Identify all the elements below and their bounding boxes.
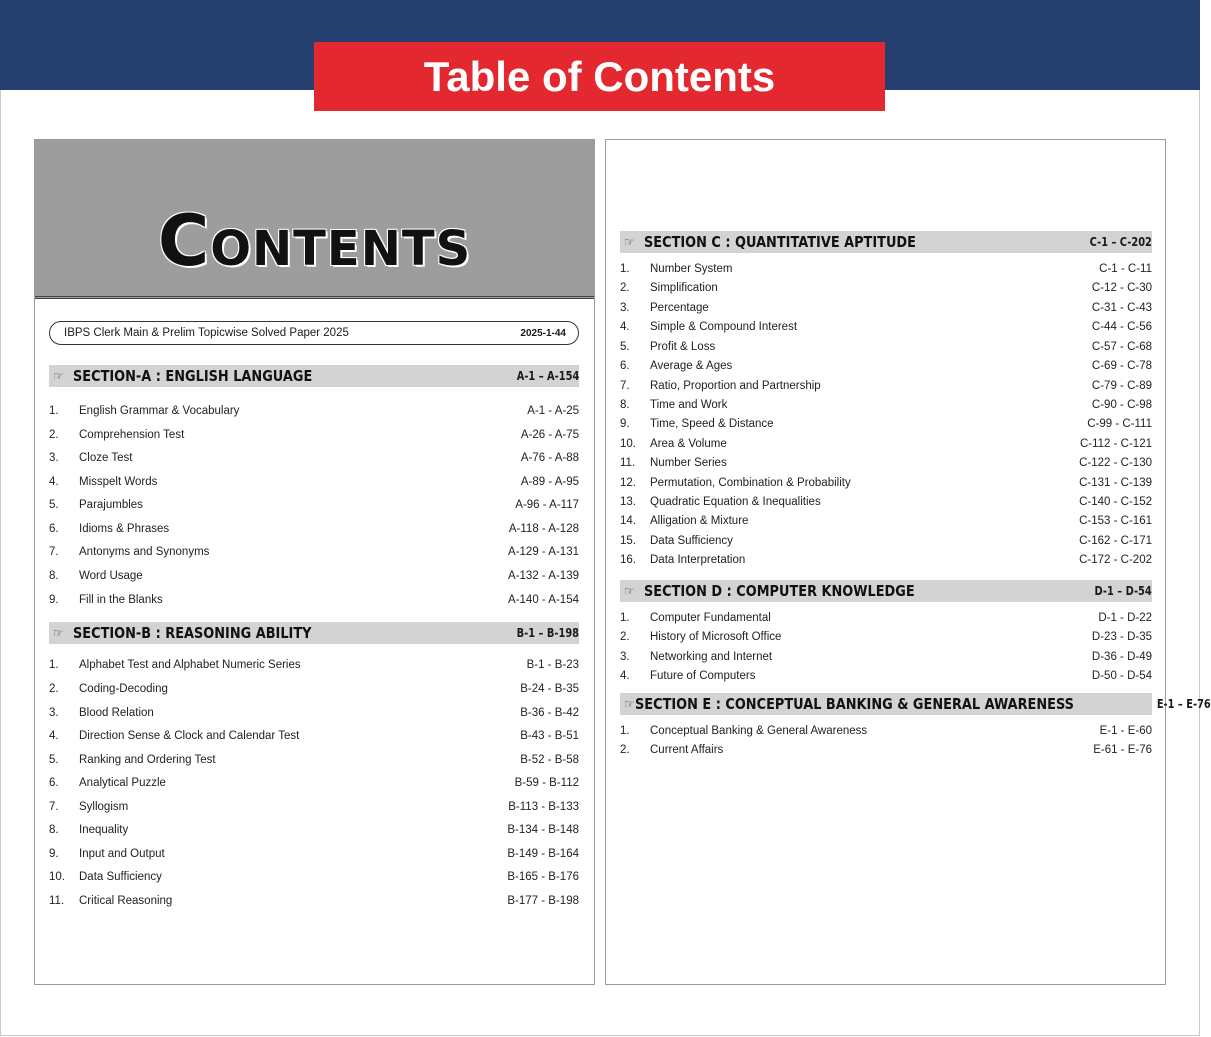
item-label: Data Sufficiency [650, 535, 733, 547]
item-number: 6. [49, 777, 59, 789]
item-label: Current Affairs [650, 744, 724, 756]
page-title: Table of Contents [314, 42, 885, 111]
item-pages: B-52 - B-58 [520, 754, 579, 766]
item-pages: B-149 - B-164 [507, 848, 579, 860]
item-pages: D-36 - D-49 [1091, 651, 1152, 663]
item-label: Ranking and Ordering Test [79, 754, 216, 766]
item-number: 6. [49, 523, 59, 535]
item-number: 5. [49, 754, 59, 766]
item-number: 11. [49, 895, 65, 907]
section-title: SECTION-A : ENGLISH LANGUAGE [73, 367, 313, 385]
item-label: Alphabet Test and Alphabet Numeric Series [79, 659, 301, 671]
item-pages: B-59 - B-112 [514, 777, 579, 789]
item-label: Number Series [650, 457, 727, 469]
toc-item[interactable] [49, 448, 579, 468]
item-label: Cloze Test [79, 452, 133, 464]
item-number: 8. [620, 399, 630, 411]
toc-item[interactable] [49, 495, 579, 515]
item-pages: D-1 - D-22 [1098, 612, 1152, 624]
toc-item[interactable] [49, 655, 579, 675]
item-number: 1. [620, 263, 630, 275]
item-label: Time and Work [650, 399, 728, 411]
pointing-hand-icon: ☞ [624, 697, 635, 711]
section-title: SECTION-B : REASONING ABILITY [73, 624, 312, 642]
item-number: 1. [49, 659, 59, 671]
item-label: Fill in the Blanks [79, 594, 163, 606]
item-label: Idioms & Phrases [79, 523, 170, 535]
toc-item[interactable] [620, 376, 1152, 396]
section-header [620, 231, 1152, 253]
item-number: 3. [49, 707, 59, 719]
section-header [620, 580, 1152, 602]
item-pages: A-118 - A-128 [508, 523, 579, 535]
item-pages: C-140 - C-152 [1079, 496, 1152, 508]
item-number: 3. [49, 452, 59, 464]
item-label: Percentage [650, 302, 709, 314]
item-label: Permutation, Combination & Probability [650, 477, 851, 489]
item-label: Alligation & Mixture [650, 515, 749, 527]
item-pages: C-112 - C-121 [1079, 438, 1152, 450]
item-number: 2. [49, 429, 59, 441]
item-number: 7. [49, 801, 59, 813]
item-pages: C-79 - C-89 [1091, 380, 1152, 392]
toc-item[interactable] [49, 401, 579, 421]
section-header [49, 365, 579, 387]
item-label: Blood Relation [79, 707, 154, 719]
item-number: 8. [49, 570, 59, 582]
toc-item[interactable] [620, 666, 1152, 686]
item-pages: B-177 - B-198 [507, 895, 579, 907]
item-label: Ratio, Proportion and Partnership [650, 380, 821, 392]
toc-item[interactable] [620, 647, 1152, 667]
left-page [34, 139, 595, 985]
toc-item[interactable] [49, 773, 579, 793]
section-range: A-1 – A-154 [516, 369, 579, 383]
toc-item[interactable] [620, 453, 1152, 473]
toc-item[interactable] [620, 337, 1152, 357]
item-label: Misspelt Words [79, 476, 158, 488]
toc-item[interactable] [620, 278, 1152, 298]
item-label: Computer Fundamental [650, 612, 771, 624]
item-number: 9. [49, 848, 59, 860]
item-number: 10. [49, 871, 65, 883]
item-pages: A-89 - A-95 [520, 476, 579, 488]
item-label: Direction Sense & Clock and Calendar Test [79, 730, 300, 742]
item-pages: A-129 - A-131 [508, 546, 579, 558]
item-pages: A-140 - A-154 [508, 594, 579, 606]
section-header [620, 693, 1211, 715]
item-pages: C-122 - C-130 [1079, 457, 1152, 469]
item-number: 3. [620, 651, 630, 663]
section-title: SECTION E : CONCEPTUAL BANKING & GENERAL AWARENESS [634, 695, 1074, 713]
toc-item[interactable] [49, 891, 579, 911]
toc-item[interactable] [620, 414, 1152, 434]
item-pages: C-172 - C-202 [1079, 554, 1152, 566]
toc-item[interactable] [620, 627, 1152, 647]
item-label: Comprehension Test [79, 429, 185, 441]
item-number: 4. [620, 670, 630, 682]
pointing-hand-icon: ☞ [53, 369, 64, 383]
section-range: D-1 – D-54 [1094, 584, 1152, 598]
item-pages: B-134 - B-148 [507, 824, 579, 836]
item-number: 2. [620, 282, 630, 294]
item-pages: C-131 - C-139 [1079, 477, 1152, 489]
intro-pages: 2025-1-44 [520, 327, 566, 339]
toc-item[interactable] [49, 703, 579, 723]
item-label: Simplification [650, 282, 718, 294]
item-number: 8. [49, 824, 59, 836]
section-title: SECTION C : QUANTITATIVE APTITUDE [644, 233, 916, 251]
item-number: 4. [49, 730, 59, 742]
toc-item[interactable] [620, 492, 1152, 512]
toc-item[interactable] [49, 566, 579, 586]
contents-heading [35, 200, 594, 282]
item-pages: C-99 - C-111 [1087, 418, 1152, 430]
right-page [605, 139, 1211, 985]
item-number: 9. [49, 594, 59, 606]
section-header [49, 622, 579, 644]
item-number: 6. [620, 360, 630, 372]
toc-item[interactable] [49, 519, 579, 539]
item-pages: E-1 - E-60 [1099, 725, 1152, 737]
toc-item[interactable] [49, 679, 579, 699]
item-pages: A-132 - A-139 [508, 570, 579, 582]
item-pages: D-23 - D-35 [1091, 631, 1152, 643]
section-range: E-1 – E-76 [1157, 697, 1211, 711]
toc-item[interactable] [620, 395, 1152, 415]
item-number: 9. [620, 418, 630, 430]
toc-item[interactable] [620, 550, 1152, 570]
toc-item[interactable] [620, 740, 1152, 760]
item-pages: B-36 - B-42 [520, 707, 579, 719]
toc-item[interactable] [49, 867, 579, 887]
item-label: Word Usage [79, 570, 143, 582]
item-number: 11. [620, 457, 636, 469]
toc-item[interactable] [620, 259, 1152, 279]
intro-entry[interactable] [49, 321, 579, 345]
toc-item[interactable] [49, 797, 579, 817]
item-pages: D-50 - D-54 [1091, 670, 1152, 682]
item-number: 5. [620, 341, 630, 353]
pointing-hand-icon: ☞ [624, 235, 635, 249]
item-pages: C-12 - C-30 [1091, 282, 1152, 294]
pointing-hand-icon: ☞ [624, 584, 635, 598]
item-label: Profit & Loss [650, 341, 716, 353]
toc-item[interactable] [620, 511, 1152, 531]
item-pages: C-1 - C-11 [1099, 263, 1152, 275]
item-pages: A-96 - A-117 [515, 499, 579, 511]
toc-item[interactable] [49, 820, 579, 840]
item-number: 7. [49, 546, 59, 558]
item-pages: C-162 - C-171 [1079, 535, 1152, 547]
item-number: 13. [620, 496, 636, 508]
item-pages: C-90 - C-98 [1091, 399, 1152, 411]
toc-item[interactable] [49, 750, 579, 770]
item-number: 1. [620, 612, 630, 624]
item-number: 2. [49, 683, 59, 695]
toc-item[interactable] [620, 721, 1152, 741]
item-number: 2. [620, 744, 630, 756]
item-pages: A-1 - A-25 [527, 405, 579, 417]
item-label: Area & Volume [650, 438, 727, 450]
section-title: SECTION D : COMPUTER KNOWLEDGE [644, 582, 915, 600]
item-number: 2. [620, 631, 630, 643]
item-number: 1. [620, 725, 630, 737]
item-number: 15. [620, 535, 636, 547]
item-pages: A-76 - A-88 [520, 452, 579, 464]
item-label: Data Sufficiency [79, 871, 162, 883]
item-number: 3. [620, 302, 630, 314]
item-label: Simple & Compound Interest [650, 321, 798, 333]
item-pages: C-153 - C-161 [1079, 515, 1152, 527]
item-pages: B-24 - B-35 [520, 683, 579, 695]
item-number: 12. [620, 477, 636, 489]
item-label: Future of Computers [650, 670, 756, 682]
toc-item[interactable] [49, 590, 579, 610]
contents-heading-initial: C [157, 200, 211, 282]
item-pages: B-43 - B-51 [520, 730, 579, 742]
section-range: B-1 – B-198 [516, 626, 579, 640]
item-label: Average & Ages [650, 360, 733, 372]
item-pages: C-57 - C-68 [1091, 341, 1152, 353]
section-range: C-1 – C-202 [1089, 235, 1152, 249]
item-label: Antonyms and Synonyms [79, 546, 210, 558]
item-label: History of Microsoft Office [650, 631, 782, 643]
item-pages: B-113 - B-133 [508, 801, 579, 813]
toc-item[interactable] [620, 356, 1152, 376]
item-label: Parajumbles [79, 499, 143, 511]
toc-item[interactable] [49, 472, 579, 492]
toc-item[interactable] [49, 425, 579, 445]
toc-item[interactable] [620, 317, 1152, 337]
item-label: Networking and Internet [650, 651, 773, 663]
toc-item[interactable] [620, 473, 1152, 493]
item-pages: E-61 - E-76 [1093, 744, 1152, 756]
item-number: 5. [49, 499, 59, 511]
toc-item[interactable] [620, 608, 1152, 628]
item-number: 1. [49, 405, 59, 417]
item-number: 7. [620, 380, 630, 392]
item-label: Quadratic Equation & Inequalities [650, 496, 821, 508]
item-number: 10. [620, 438, 636, 450]
item-label: Input and Output [79, 848, 165, 860]
item-label: Inequality [79, 824, 129, 836]
toc-item[interactable] [620, 298, 1152, 318]
toc-item[interactable] [49, 726, 579, 746]
item-label: Analytical Puzzle [79, 777, 166, 789]
item-label: Time, Speed & Distance [650, 418, 774, 430]
item-pages: C-44 - C-56 [1091, 321, 1152, 333]
toc-item[interactable] [620, 434, 1152, 454]
item-label: Critical Reasoning [79, 895, 173, 907]
item-pages: B-1 - B-23 [526, 659, 579, 671]
item-label: Data Interpretation [650, 554, 746, 566]
item-number: 16. [620, 554, 636, 566]
contents-heading-rest: ONTENTS [210, 221, 472, 277]
item-label: Conceptual Banking & General Awareness [650, 725, 868, 737]
item-pages: A-26 - A-75 [520, 429, 579, 441]
toc-item[interactable] [49, 542, 579, 562]
contents-header [35, 140, 594, 299]
item-label: Syllogism [79, 801, 129, 813]
pointing-hand-icon: ☞ [53, 626, 64, 640]
item-label: English Grammar & Vocabulary [79, 405, 240, 417]
item-number: 4. [49, 476, 59, 488]
item-pages: C-31 - C-43 [1091, 302, 1152, 314]
item-pages: B-165 - B-176 [507, 871, 579, 883]
item-pages: C-69 - C-78 [1091, 360, 1152, 372]
intro-label: IBPS Clerk Main & Prelim Topicwise Solved Paper 2025 [64, 327, 349, 339]
item-label: Coding-Decoding [79, 683, 168, 695]
item-number: 14. [620, 515, 636, 527]
toc-item[interactable] [49, 844, 579, 864]
toc-item[interactable] [620, 531, 1152, 551]
item-label: Number System [650, 263, 733, 275]
item-number: 4. [620, 321, 630, 333]
